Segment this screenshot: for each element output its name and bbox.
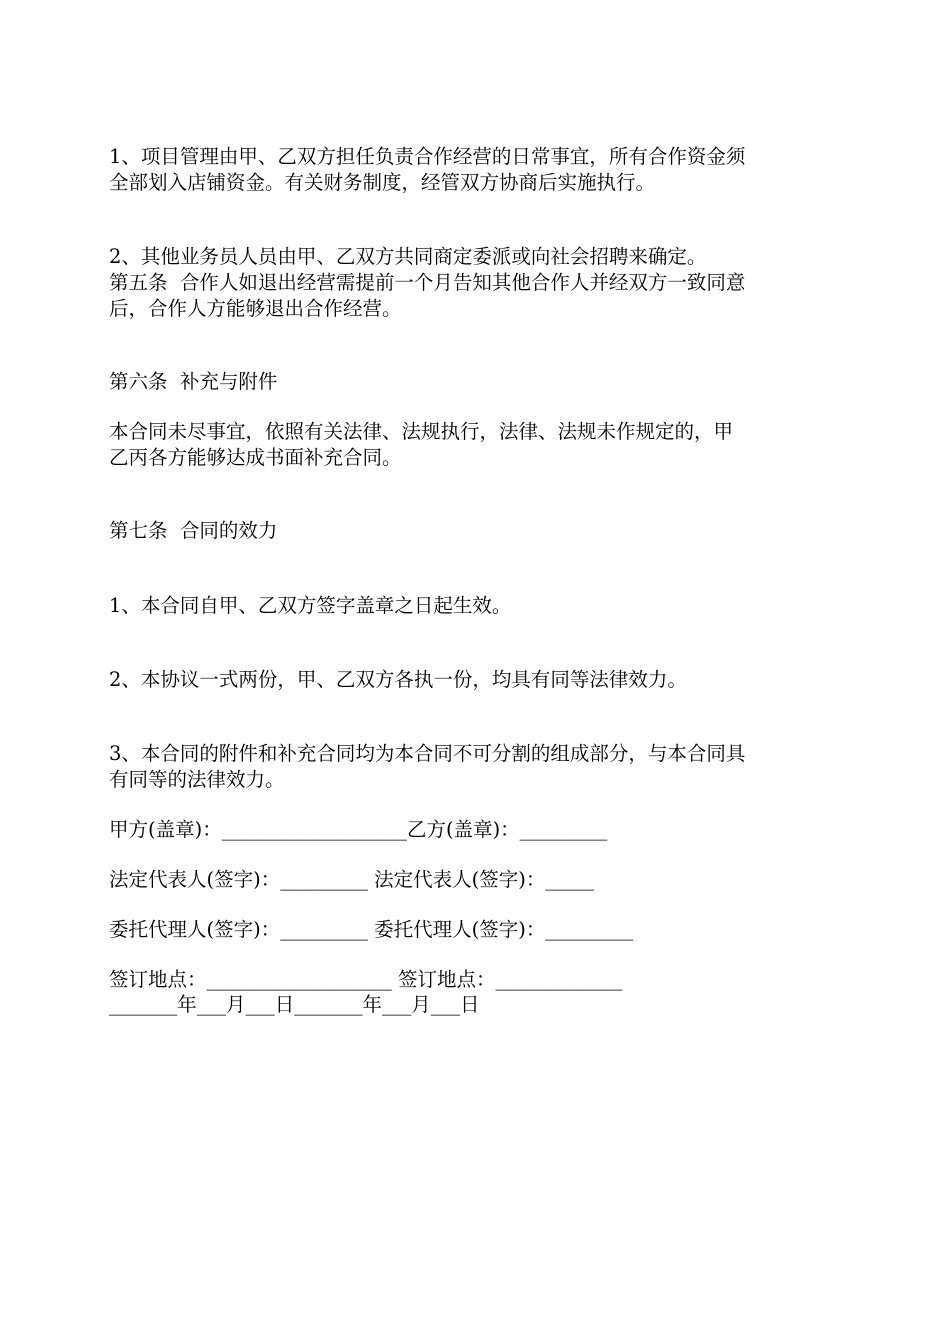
legal-representative-line: 法定代表人(签字)：_________ 法定代表人(签字)：_____ <box>109 868 595 891</box>
article-5-line-1: 第五条 合作人如退出经营需提前一个月告知其他合作人并经双方一致同意 <box>109 271 746 294</box>
clause-1-line-1: 1、项目管理由甲、乙双方担任负责合作经营的日常事宜，所有合作资金须 <box>109 145 746 168</box>
article-7-item-2: 2、本协议一式两份，甲、乙双方各执一份，均具有同等法律效力。 <box>109 668 687 691</box>
clause-2-line-1: 2、其他业务员人员由甲、乙双方共同商定委派或向社会招聘来确定。 <box>109 245 707 268</box>
article-7-item-3-line-2: 有同等的法律效力。 <box>109 768 285 791</box>
article-7-heading: 第七条 合同的效力 <box>109 519 278 542</box>
article-7-item-3-line-1: 3、本合同的附件和补充合同均为本合同不可分割的组成部分，与本合同具 <box>109 742 746 765</box>
party-seal-line: 甲方(盖章)：___________________乙方(盖章)：_________ <box>109 818 608 841</box>
article-6-heading: 第六条 补充与附件 <box>109 370 278 393</box>
signing-date-line: _______年___月___日_______年___月___日 <box>109 993 480 1016</box>
article-6-body-line-2: 乙丙各方能够达成书面补充合同。 <box>109 446 402 469</box>
authorized-agent-line: 委托代理人(签字)：_________ 委托代理人(签字)：_________ <box>109 918 634 941</box>
article-7-item-1: 1、本合同自甲、乙双方签字盖章之日起生效。 <box>109 594 512 617</box>
article-5-line-2: 后，合作人方能够退出合作经营。 <box>109 297 402 320</box>
clause-1-line-2: 全部划入店铺资金。有关财务制度，经管双方协商后实施执行。 <box>109 171 656 194</box>
article-6-body-line-1: 本合同未尽事宜，依照有关法律、法规执行，法律、法规未作规定的，甲 <box>109 420 734 443</box>
signing-place-line: 签订地点：___________________ 签订地点：_____________ <box>109 968 623 991</box>
